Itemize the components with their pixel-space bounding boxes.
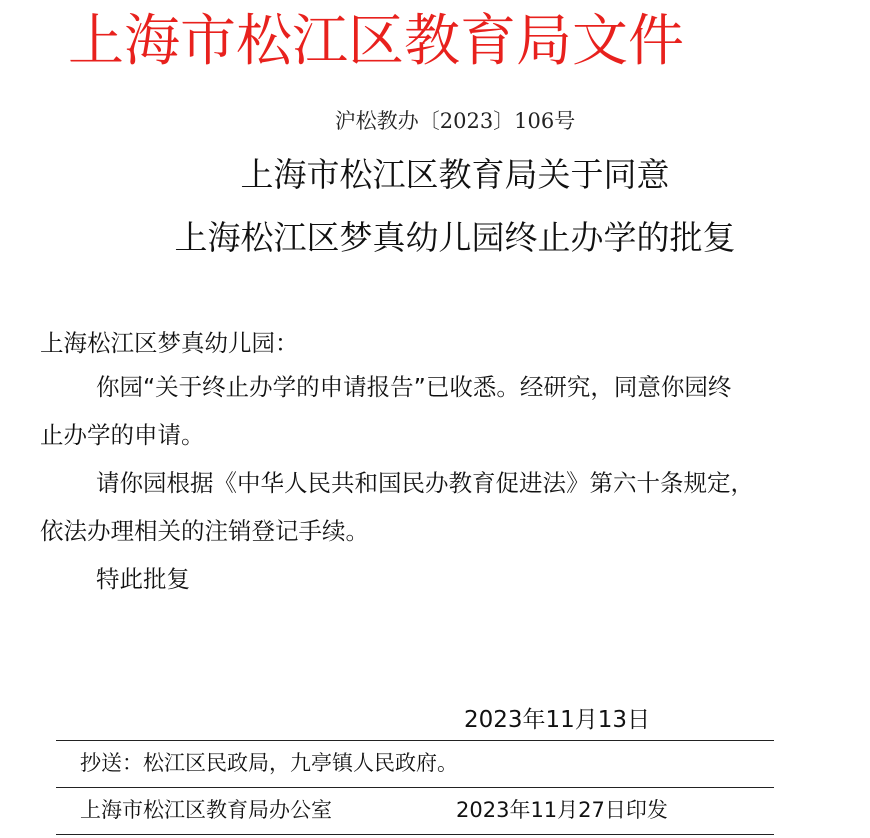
paragraph-2-line-2: 依法办理相关的注销登记手续。 xyxy=(40,517,369,545)
letterhead-title: 上海市松江区教育局文件 xyxy=(68,9,684,74)
document-title-line-2: 上海松江区梦真幼儿园终止办学的批复 xyxy=(174,218,736,257)
footer-divider-middle xyxy=(56,787,774,788)
footer-divider-top xyxy=(56,740,774,741)
closing-phrase: 特此批复 xyxy=(96,565,190,593)
recipient: 上海松江区梦真幼儿园： xyxy=(40,329,299,357)
cc-recipients: 抄送：松江区民政局，九亭镇人民政府。 xyxy=(80,751,458,775)
issue-date: 2023年11月27日印发 xyxy=(456,798,668,822)
paragraph-1-line-2: 止办学的申请。 xyxy=(40,421,205,449)
document-title-line-1: 上海市松江区教育局关于同意 xyxy=(240,155,670,194)
issuing-office: 上海市松江区教育局办公室 xyxy=(80,798,332,822)
paragraph-2-line-1: 请你园根据《中华人民共和国民办教育促进法》第六十条规定， xyxy=(96,469,754,497)
document-number: 沪松教办〔2023〕106号 xyxy=(334,109,576,133)
paragraph-1-line-1: 你园“关于终止办学的申请报告”已收悉。经研究，同意你园终 xyxy=(96,373,732,401)
signature-date: 2023年11月13日 xyxy=(464,707,651,733)
footer-divider-bottom xyxy=(56,834,774,835)
